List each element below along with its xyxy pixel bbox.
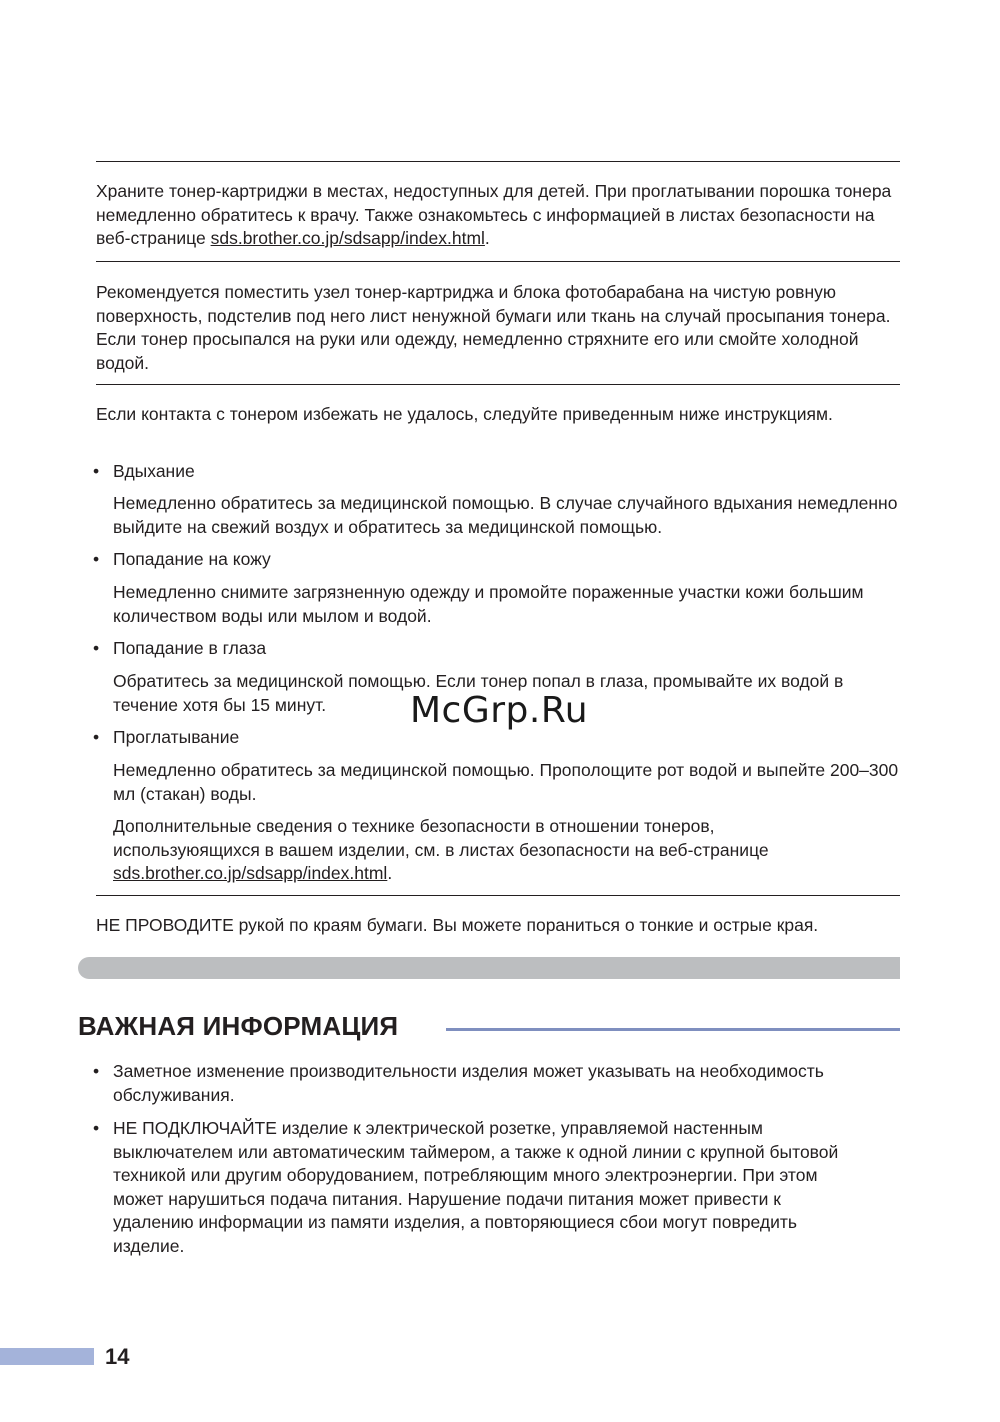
page-number-bar <box>0 1348 94 1365</box>
important-item <box>93 1117 853 1258</box>
important-item-text: НЕ ПОДКЛЮЧАЙТЕ изделие к электрической розетке, управляемой настенным выключателем или автоматическим таймером, а также к одной линии с крупной бытовой техникой или другим оборудованием, потребляющим много электроэнергии. При этом может нарушиться подача питания. Нарушение подачи питания может привести к удалению информации из памяти изделия, а повторяющиеся сбои могут повредить изделие. <box>113 1118 839 1256</box>
divider-3 <box>96 895 900 896</box>
warning-children-toner <box>96 180 906 251</box>
sds-link[interactable]: sds.brother.co.jp/sdsapp/index.html <box>210 228 485 248</box>
warning-paper-edges: НЕ ПРОВОДИТЕ рукой по краям бумаги. Вы можете пораниться о тонкие и острые края. <box>96 915 819 935</box>
item-title: Вдыхание <box>113 461 195 481</box>
extra-text: Дополнительные сведения о технике безопасности в отношении тонеров, используюящихся в вашем изделии, см. в листах безопасности на веб-странице <box>113 816 769 860</box>
section-heading: ВАЖНАЯ ИНФОРМАЦИЯ <box>78 1011 399 1041</box>
bullet-dot: • <box>93 638 100 658</box>
divider-1 <box>96 261 900 262</box>
list-item-title <box>93 460 903 484</box>
bullet-dot: • <box>93 1118 100 1138</box>
list-item-text: Немедленно обратитесь за медицинской помощью. В случае случайного вдыхания немедленно выйдите на свежий воздух и обратитесь за медицинской помощью. <box>113 493 898 537</box>
heading-rule <box>446 1028 900 1031</box>
list-item-title <box>93 548 903 572</box>
extra-safety-info <box>113 815 853 886</box>
section-end-bar <box>78 957 900 979</box>
list-item-title <box>93 637 903 661</box>
bullet-dot: • <box>93 1061 100 1081</box>
list-item-text: Немедленно обратитесь за медицинской помощью. Прополощите рот водой и выпейте 200–300 мл (стакан) воды. <box>113 760 899 804</box>
warning-text: Храните тонер-картриджи в местах, недоступных для детей. При проглатывании порошка тонера немедленно обратитесь к врачу. Также ознакомьтесь с информацией в листах безопасности на веб-странице <box>96 181 892 248</box>
page-number: 14 <box>105 1344 130 1369</box>
bullet-dot: • <box>93 461 100 481</box>
divider-2 <box>96 384 900 385</box>
extra-text-end: . <box>387 863 393 883</box>
important-item-text: Заметное изменение производительности изделия может указывать на необходимость обслуживания. <box>113 1061 824 1105</box>
warning-toner-spill: Рекомендуется поместить узел тонер-картриджа и блока фотобарабана на чистую ровную поверхность, подстелив под него лист ненужной бумаги или ткань на случай просыпания тонера. Если тонер просыпался на руки или одежду, немедленно стряхните его или смойте холодной водой. <box>96 282 891 373</box>
item-title: Проглатывание <box>113 727 240 747</box>
divider-top <box>96 161 900 162</box>
list-item-text: Обратитесь за медицинской помощью. Если тонер попал в глаза, промывайте их водой в течение хотя бы 15 минут. <box>113 671 844 715</box>
warning-text-end: . <box>484 228 490 248</box>
bullet-dot: • <box>93 727 100 747</box>
item-title: Попадание в глаза <box>113 638 267 658</box>
sds-link-2[interactable]: sds.brother.co.jp/sdsapp/index.html <box>113 863 388 883</box>
bullet-dot: • <box>93 549 100 569</box>
warning-contact-intro: Если контакта с тонером избежать не удалось, следуйте приведенным ниже инструкциям. <box>96 404 833 424</box>
item-title: Попадание на кожу <box>113 549 271 569</box>
watermark: McGrp.Ru <box>410 690 589 731</box>
important-item <box>93 1060 905 1107</box>
list-item-text: Немедленно снимите загрязненную одежду и промойте пораженные участки кожи большим количеством воды или мылом и водой. <box>113 582 864 626</box>
